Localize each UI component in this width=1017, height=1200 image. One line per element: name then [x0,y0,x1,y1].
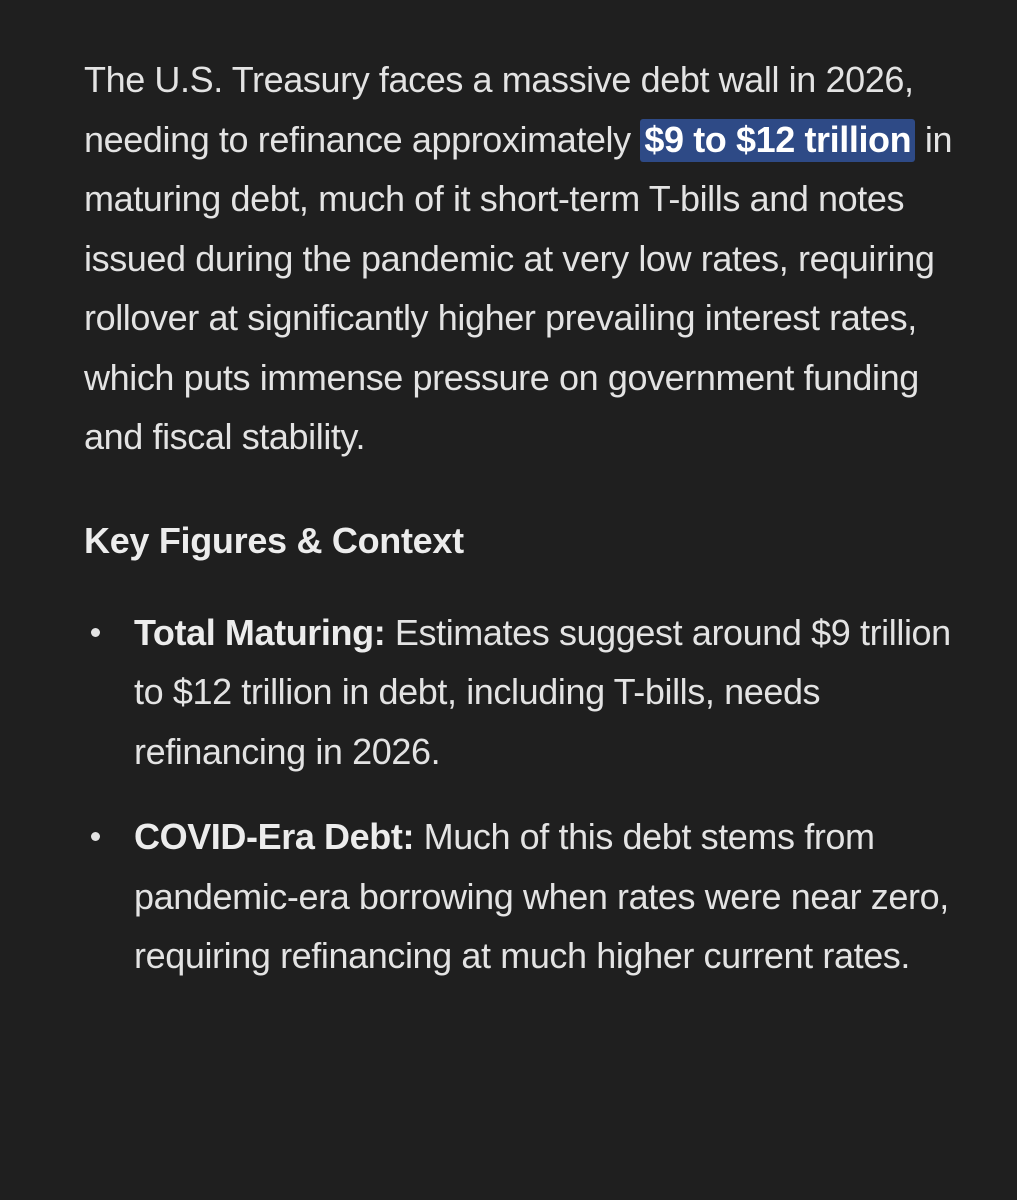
list-item [84,807,954,986]
bullet-list [84,603,954,986]
bullet-text: Much of this debt stems from pandemic-era borrowing when rates were near zero, requiring refinancing at much higher current rates. [134,816,949,976]
highlighted-amount[interactable]: $9 to $12 trillion [640,119,915,162]
bullet-term: COVID-Era Debt: [134,816,415,857]
list-item [84,603,954,782]
response-content [84,50,954,986]
intro-paragraph [84,50,954,467]
intro-text-after: in maturing debt, much of it short-term T-bills and notes issued during the pandemic at very low rates, requiring rollover at significantly higher prevailing interest rates, which puts immense pressure on government funding and fiscal stability. [84,118,953,457]
bullet-term: Total Maturing: [134,611,386,653]
bullet-text: Estimates suggest around $9 trillion to $12 trillion in debt, including T-bills, needs refinancing in 2026. [134,611,951,772]
bullet-dot-icon [91,628,100,637]
section-heading: Key Figures & Context [84,519,464,561]
intro-text-before: The U.S. Treasury faces a massive debt wall in 2026, needing to refinance approximately [84,59,914,160]
bullet-dot-icon [91,832,100,841]
